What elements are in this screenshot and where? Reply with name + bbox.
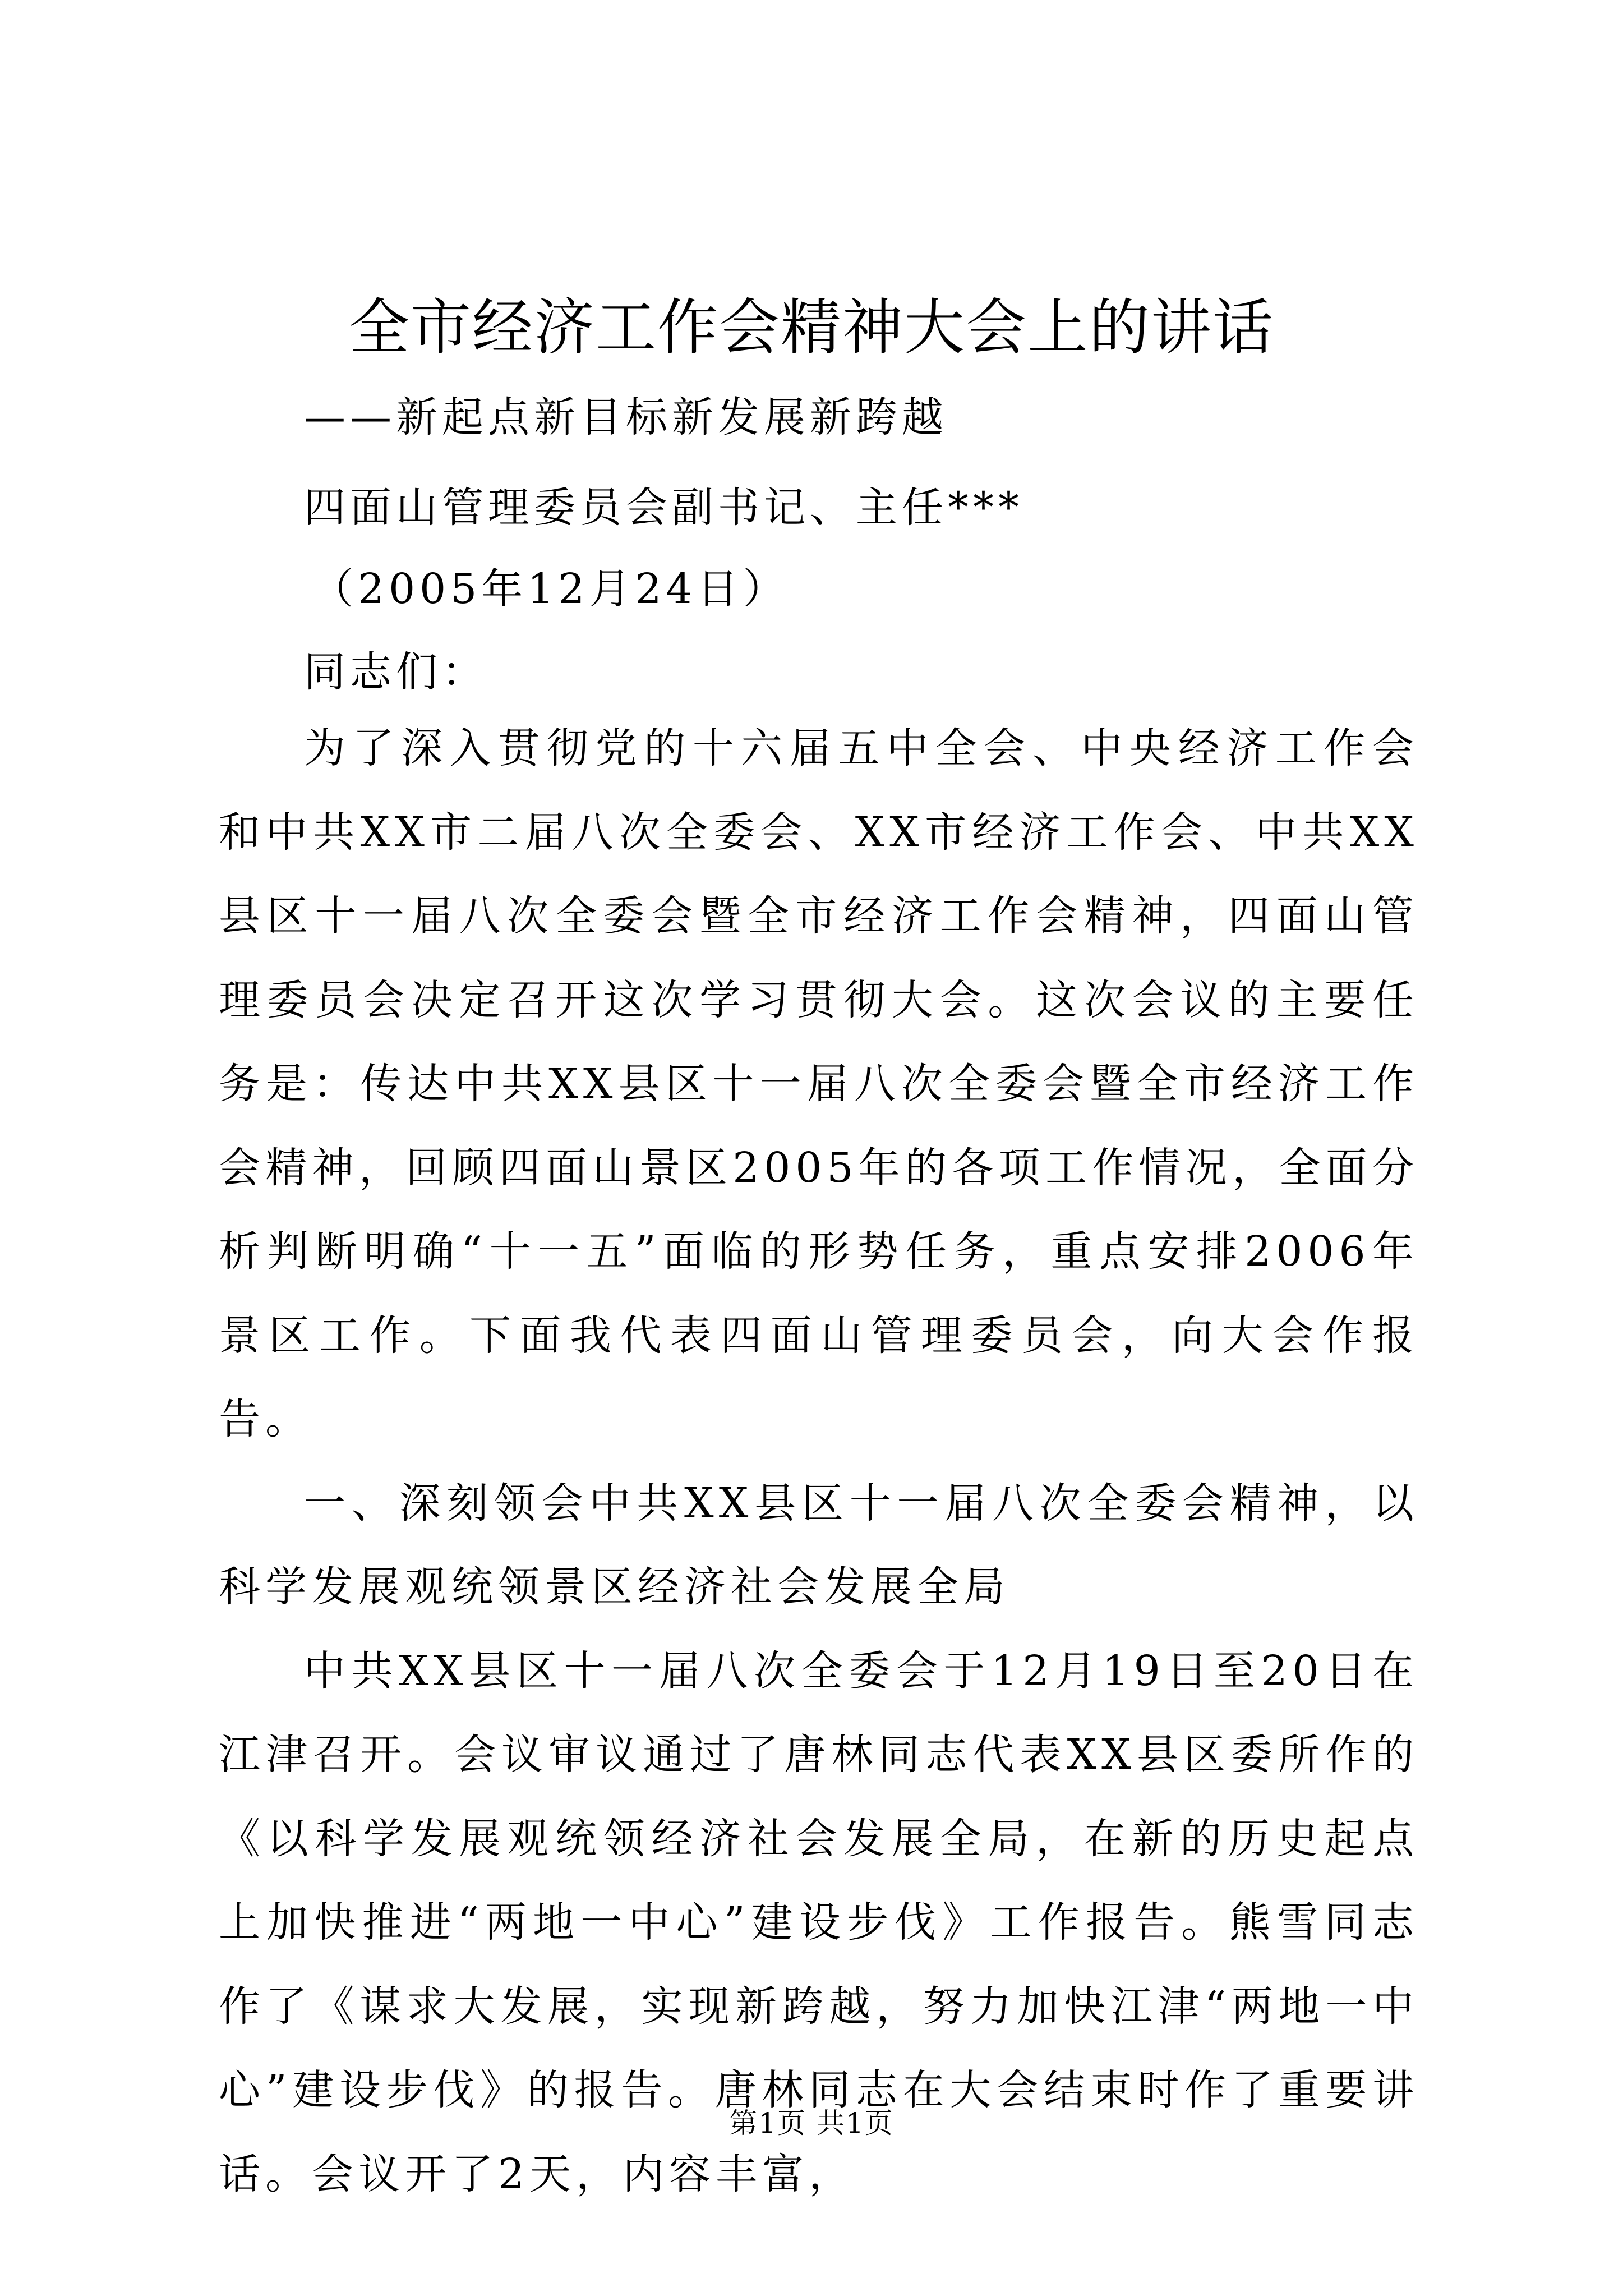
document-title: 全市经济工作会精神大会上的讲话 xyxy=(348,293,1274,363)
body-paragraph-meeting: 中共XX县区十一届八次全委会于12月19日至20日在江津召开。会议审议通过了唐林同志代表XX县区委所作的《以科学发展观统领经济社会发展全局，在新的历史起点上加快推进“两地一中心”建设步伐》工作报告。熊雪同志作了《谋求大发展，实现新跨越，努力加快江津“两地一中心”建设步伐》的报告。唐林同志在大会结束时作了重要讲话。会议开了2天，内容丰富， xyxy=(219,1646,1419,2198)
document-body xyxy=(219,707,1419,2216)
section-heading-one: 一、深刻领会中共XX县区十一届八次全委会精神，以科学发展观统领景区经济社会发展全局 xyxy=(219,1479,1419,1611)
document-subtitle: ——新起点新目标新发展新跨越 xyxy=(304,393,948,441)
date-line: （2005年12月24日） xyxy=(312,565,789,613)
author-line: 四面山管理委员会副书记、主任*** xyxy=(304,484,1023,532)
page-footer: 第1页 共1页 xyxy=(729,2107,894,2139)
body-paragraph-intro: 为了深入贯彻党的十六届五中全会、中央经济工作会和中共XX市二届八次全委会、XX市经济工作会、中共XX县区十一届八次全委会暨全市经济工作会精神，四面山管理委员会决定召开这次学习贯彻大会。这次会议的主要任务是：传达中共XX县区十一届八次全委会暨全市经济工作会精神，回顾四面山景区2005年的各项工作情况，全面分析判断明确“十一五”面临的形势任务，重点安排2006年景区工作。下面我代表四面山管理委员会，向大会作报告。 xyxy=(219,724,1419,1443)
greeting: 同志们： xyxy=(304,648,488,696)
